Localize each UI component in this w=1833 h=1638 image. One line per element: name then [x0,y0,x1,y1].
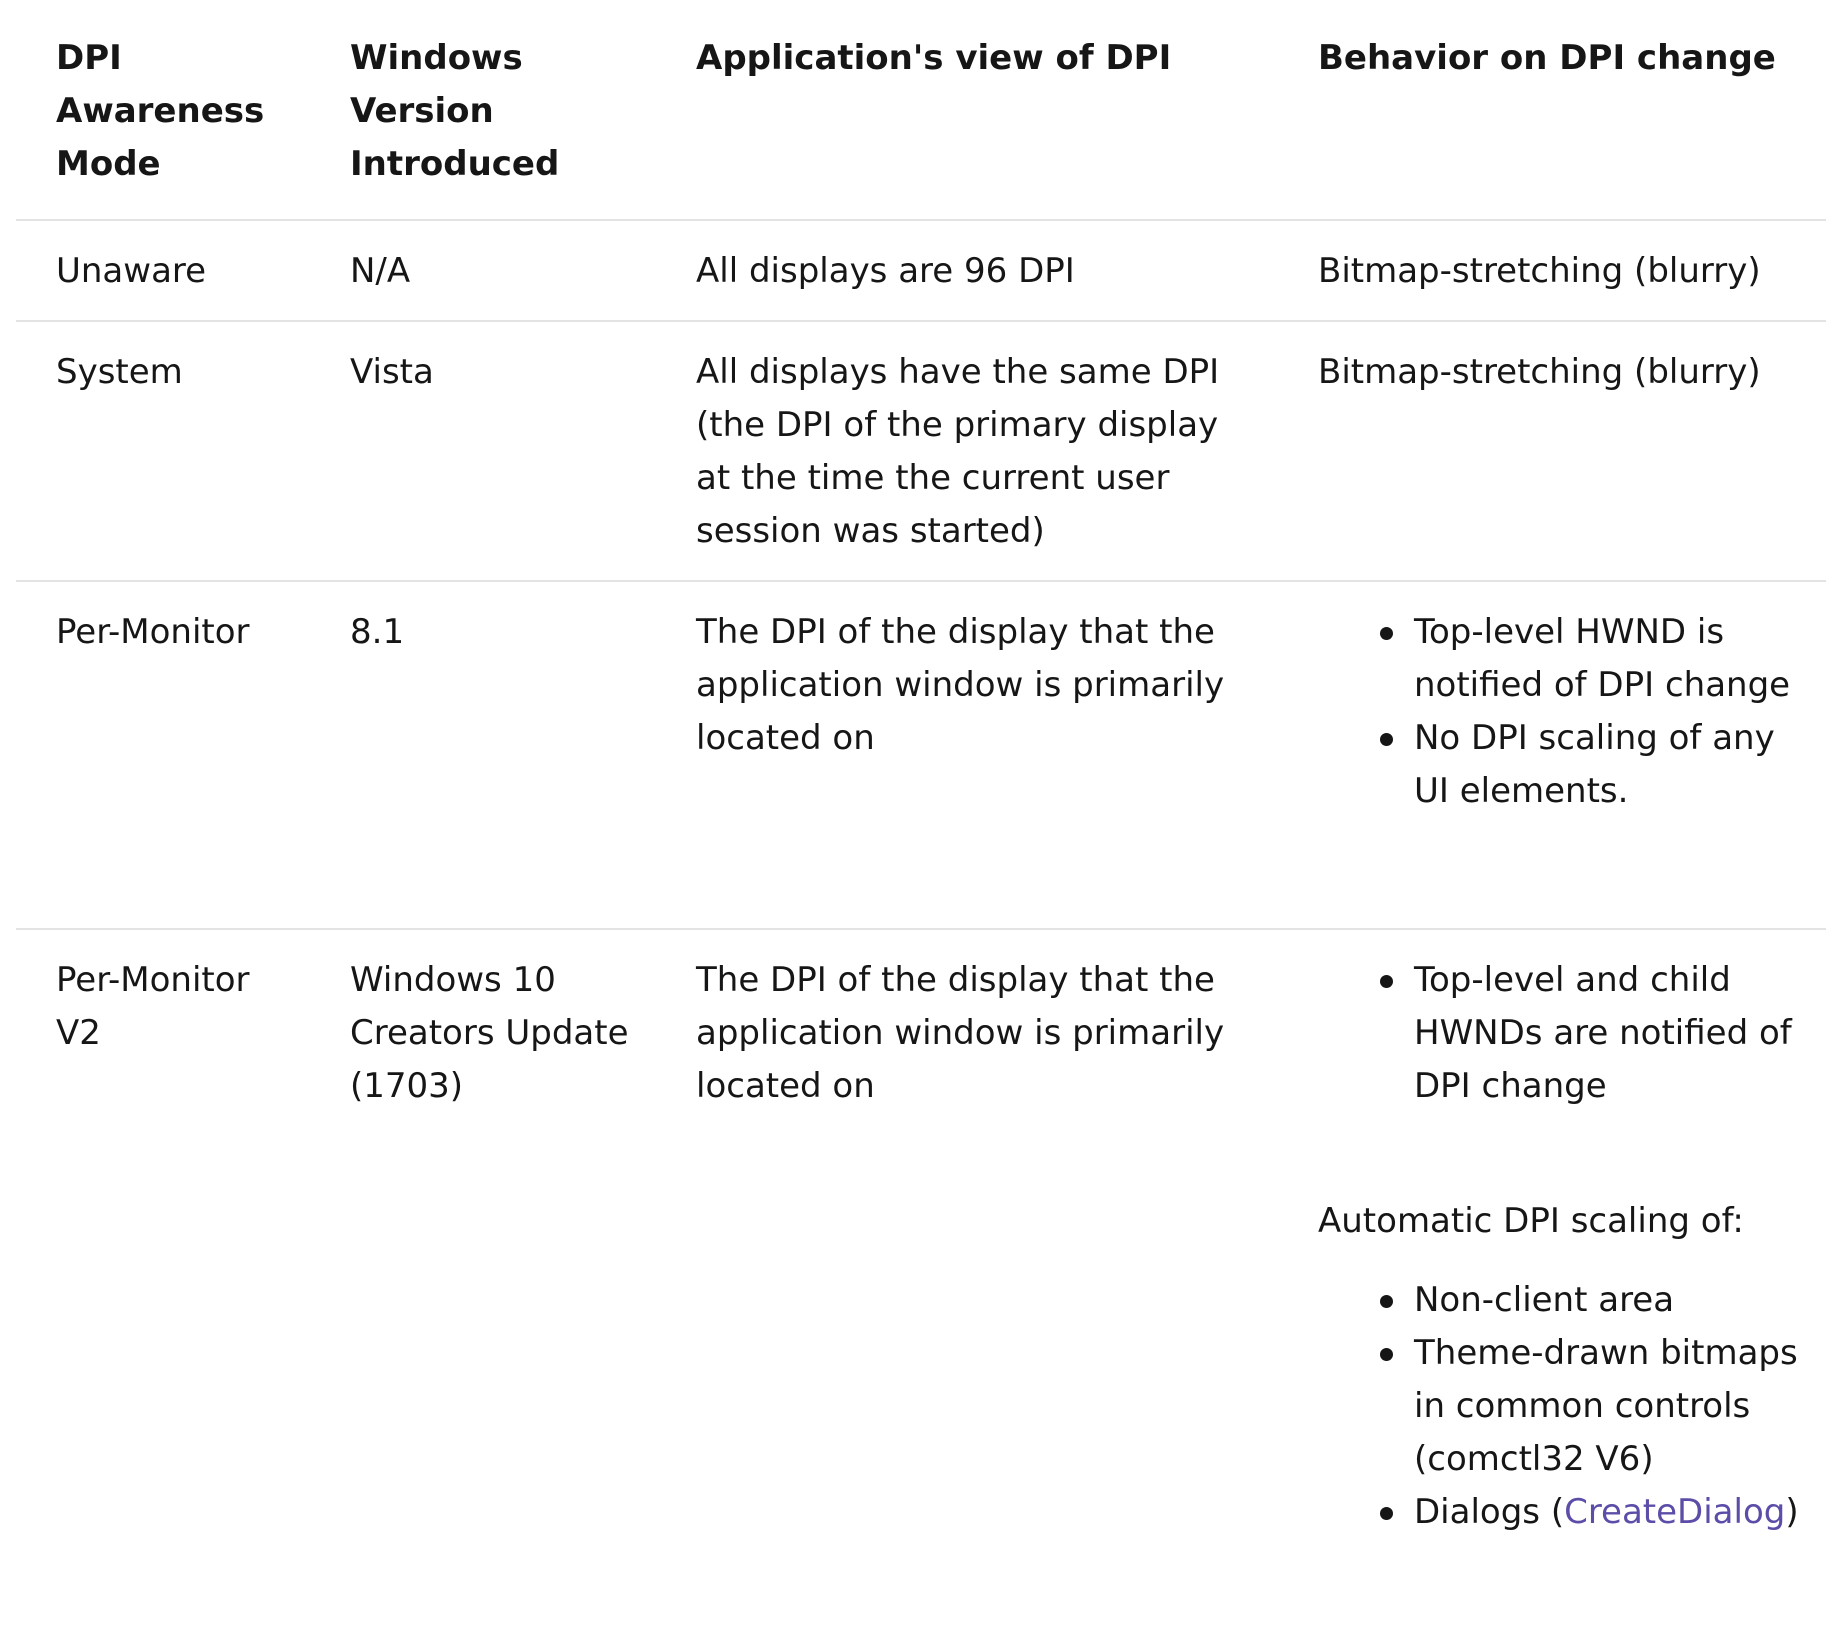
dialogs-suffix: ) [1785,1492,1799,1532]
list-item: Top-level and child HWNDs are notified of DPI change [1414,954,1806,1113]
behavior-bullet-list [1318,606,1806,818]
cell-version: Windows 10 Creators Update (1703) [350,960,629,1106]
dpi-awareness-table [16,0,1826,1579]
table-row [16,321,1826,581]
list-item: Non-client area [1414,1274,1806,1327]
cell-version: N/A [350,251,411,291]
cell-version: 8.1 [350,612,405,652]
header-dpi-awareness-mode: DPI Awareness Mode [56,38,265,184]
header-windows-version: Windows Version Introduced [350,38,560,184]
table-row [16,929,1826,1579]
cell-mode: Unaware [56,251,207,291]
header-application-view: Application's view of DPI [696,38,1172,78]
cell-behavior: Bitmap-stretching (blurry) [1318,352,1761,392]
automatic-scaling-paragraph: Automatic DPI scaling of: [1318,1201,1744,1241]
cell-view: The DPI of the display that the application window is primarily located on [696,612,1225,758]
list-item: Theme-drawn bitmaps in common controls (comctl32 V6) [1414,1327,1806,1486]
cell-behavior [1278,929,1826,1579]
cell-behavior: Bitmap-stretching (blurry) [1318,251,1761,291]
table-row [16,581,1826,929]
cell-view: The DPI of the display that the application window is primarily located on [696,960,1225,1106]
table-row [16,220,1826,321]
cell-version: Vista [350,352,434,392]
cell-mode: Per-Monitor V2 [56,960,250,1053]
automatic-scaling-bullet-list [1318,1274,1806,1539]
list-item: Top-level HWND is notified of DPI change [1414,606,1806,712]
createdialog-link[interactable]: CreateDialog [1564,1492,1786,1532]
table-header-row [16,0,1826,220]
cell-view: All displays have the same DPI (the DPI of the primary display at the time the current user session was started) [696,352,1220,551]
header-behavior-on-dpi-change: Behavior on DPI change [1318,38,1776,78]
cell-behavior [1278,581,1826,929]
cell-mode: Per-Monitor [56,612,250,652]
behavior-bullet-list [1318,954,1806,1113]
cell-mode: System [56,352,183,392]
list-item-dialogs [1414,1486,1806,1539]
dialogs-prefix: Dialogs ( [1414,1492,1565,1532]
list-item: No DPI scaling of any UI elements. [1414,712,1806,818]
cell-view: All displays are 96 DPI [696,251,1075,291]
